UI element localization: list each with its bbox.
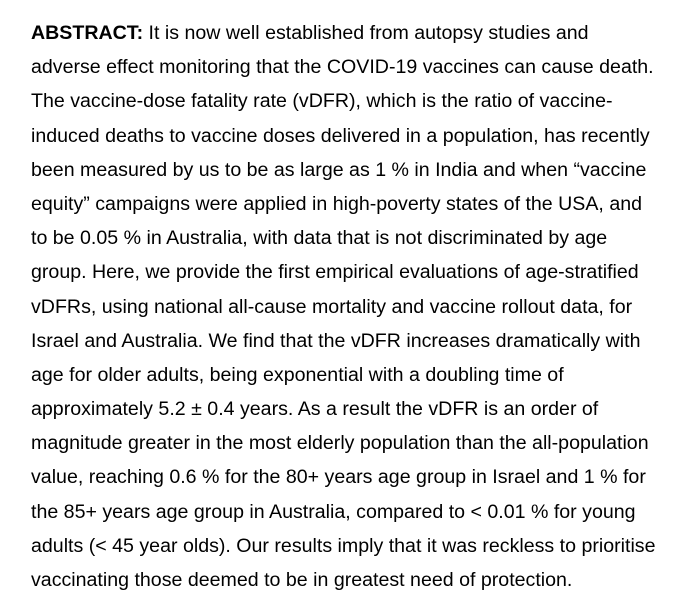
abstract-line: adverse effect monitoring that the COVID-19 vaccines can cause death.	[31, 56, 654, 79]
abstract-line: vaccinating those deemed to be in greatest need of protection.	[31, 569, 573, 591]
abstract-line: equity” campaigns were applied in high-poverty states of the USA, and	[31, 192, 643, 215]
abstract-line: value, reaching 0.6 % for the 80+ years age group in Israel and 1 % for	[31, 466, 646, 489]
abstract-line: been measured by us to be as large as 1 % in India and when “vaccine	[31, 158, 647, 181]
abstract-line: induced deaths to vaccine doses delivered in a population, has recently	[31, 124, 650, 147]
abstract-paragraph	[31, 16, 676, 597]
abstract-line: vDFRs, using national all-cause mortality and vaccine rollout data, for	[31, 295, 633, 318]
abstract-line: The vaccine-dose fatality rate (vDFR), which is the ratio of vaccine-	[31, 90, 613, 113]
abstract-line: magnitude greater in the most elderly population than the all-population	[31, 432, 649, 455]
abstract-first-line-text: It is now well established from autopsy studies and	[143, 22, 589, 44]
abstract-line-1	[31, 16, 676, 50]
abstract-line: the 85+ years age group in Australia, compared to < 0.01 % for young	[31, 500, 636, 523]
abstract-line: to be 0.05 % in Australia, with data that is not discriminated by age	[31, 227, 608, 250]
abstract-line: approximately 5.2 ± 0.4 years. As a result the vDFR is an order of	[31, 398, 599, 421]
abstract-line: adults (< 45 year olds). Our results imply that it was reckless to prioritise	[31, 534, 656, 557]
abstract-line: age for older adults, being exponential with a doubling time of	[31, 363, 564, 386]
abstract-line: Israel and Australia. We find that the vDFR increases dramatically with	[31, 329, 641, 352]
abstract-line: group. Here, we provide the first empirical evaluations of age-stratified	[31, 261, 639, 284]
abstract-label: ABSTRACT:	[31, 22, 144, 44]
